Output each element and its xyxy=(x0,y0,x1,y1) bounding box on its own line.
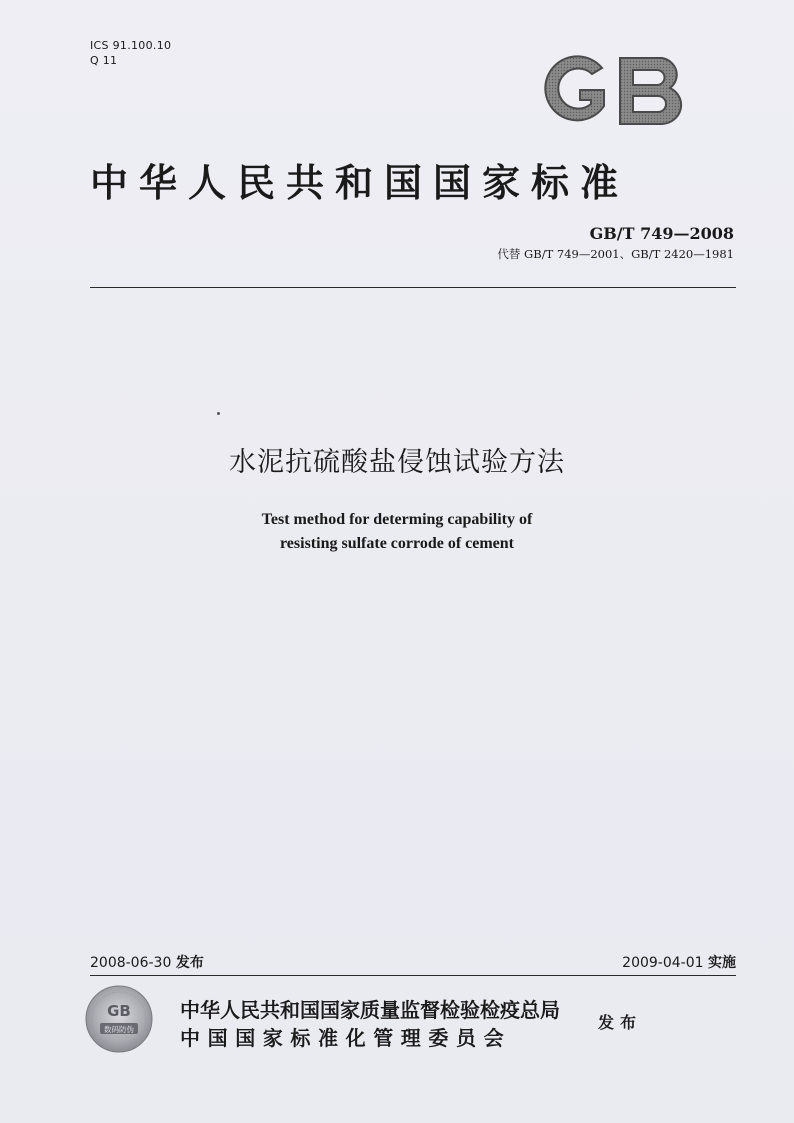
effective-date xyxy=(622,952,736,972)
publish-label: 发布 xyxy=(598,1013,643,1032)
ics-code: ICS 91.100.10 xyxy=(90,39,172,52)
document-title-cn: 水泥抗硫酸盐侵蚀试验方法 xyxy=(229,447,565,478)
bottom-divider xyxy=(90,975,736,976)
anti-counterfeit-seal xyxy=(84,984,154,1054)
document-title-en xyxy=(0,508,794,556)
issuer-sac: 中国国家标准化管理委员会 xyxy=(180,1026,512,1050)
standard-number: GB/T 749—2008 xyxy=(589,224,734,243)
top-divider xyxy=(90,287,736,288)
issuing-authorities xyxy=(180,996,560,1052)
issue-date-value: 2008-06-30 xyxy=(90,955,172,971)
replaces-note: 代替 GB/T 749—2001、GB/T 2420—1981 xyxy=(497,247,734,261)
seal-logo: GB xyxy=(107,1002,131,1020)
classification-codes xyxy=(90,38,171,68)
standard-category-title: 中华人民共和国国家标准 xyxy=(90,161,630,205)
gb-logo xyxy=(536,48,696,134)
effective-date-label: 实施 xyxy=(708,955,736,971)
effective-date-value: 2009-04-01 xyxy=(622,955,704,971)
speck xyxy=(217,412,220,415)
document-title-en-line2: resisting sulfate corrode of cement xyxy=(279,535,514,552)
document-title-en-line1: Test method for determing capability of xyxy=(261,511,533,528)
gb-logo-text: GB xyxy=(536,48,538,49)
issue-date xyxy=(90,952,204,972)
standard-number-block xyxy=(497,224,734,262)
seal-text: 数码防伪 xyxy=(104,1025,134,1034)
issue-date-label: 发布 xyxy=(175,955,204,971)
class-code: Q 11 xyxy=(90,54,118,67)
issuer-aqsiq: 中华人民共和国国家质量监督检验检疫总局 xyxy=(180,998,560,1022)
